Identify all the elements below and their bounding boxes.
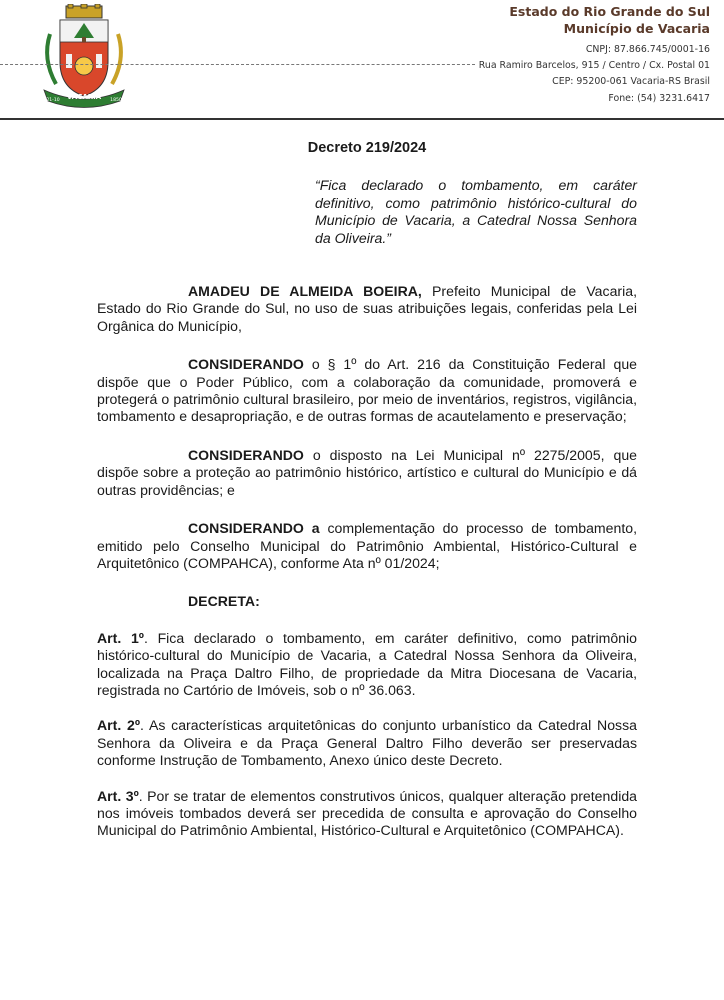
decreta-heading: DECRETA: (188, 593, 260, 610)
municipality-name: Município de Vacaria (563, 21, 710, 36)
decree-title: Decreto 219/2024 (307, 140, 427, 156)
header-rule (0, 118, 724, 120)
municipal-coat-of-arms (36, 4, 132, 108)
header-title (509, 3, 710, 37)
article-1-label: Art. 1º (97, 629, 144, 646)
crest-year-left: 21-10 (46, 98, 60, 103)
article-2 (97, 717, 637, 769)
crest-banner-text: VACARIA (66, 93, 102, 101)
article-2-text: . As características arquitetônicas do conjunto urbanístico da Catedral Nossa Senhora da Oliveira e da Praça General Daltro Filho deverão ser preservadas conforme Instrução de Tombamento, Anexo único deste Decreto. (97, 717, 637, 769)
article-1 (97, 630, 637, 700)
article-3-text: . Por se tratar de elementos construtivos únicos, qualquer alteração pretendida nos imóveis tombados deverá ser precedida de consulta e aprovação do Conselho Municipal do Patrimônio Ambiental, Histórico-Cultural e Arquitetônico (COMPAHCA). (97, 787, 637, 839)
decree-body (97, 140, 637, 858)
address-text: Rua Ramiro Barcelos, 915 / Centro / Cx. Postal 01 (478, 60, 710, 72)
cep-text: CEP: 95200-061 Vacaria-RS Brasil (552, 76, 710, 88)
article-1-text: . Fica declarado o tombamento, em caráter definitivo, como patrimônio histórico-cultural do Município de Vacaria, a Catedral Nossa Senhora da Oliveira, localizada na Praça Daltro Filho, de propriedade da Mitra Diocesana de Vacaria, registrada no Cartório de Imóveis, sob o nº 36.063. (97, 629, 637, 698)
considerando-label: CONSIDERANDO (188, 520, 304, 537)
crest-year-right: 1850 (110, 98, 122, 103)
header-contact (479, 42, 710, 107)
intro-text: Prefeito Municipal de Vacaria, Estado do Rio Grande do Sul, no uso de suas atribuições legais, conferidas pela Lei Orgânica do Município, (97, 283, 637, 334)
considerando-2-text: o disposto na Lei Municipal nº 2275/2005, que dispõe sobre a proteção ao patrimônio histórico, artístico e cultural do Município e dá outras providências; e (97, 446, 637, 498)
considerando-1 (97, 356, 637, 426)
considerando-1-text: o § 1º do Art. 216 da Constituição Federal que dispõe que o Poder Público, com a colaboração da comunidade, promoverá e protegerá o patrimônio cultural brasileiro, por meio de inventários, registros, vigilância, tombamento e desapropriação, e de outras formas de acautelamento e preservação; (97, 356, 637, 425)
phone-text: Fone: (54) 3231.6417 (608, 92, 710, 104)
state-name: Estado do Rio Grande do Sul (509, 4, 710, 19)
considerando-3-text: complementação do processo de tombamento, emitido pelo Conselho Municipal do Patrimônio Ambiental, Histórico-Cultural e Arquitetônico (COMPAHCA), conforme Ata nº 01/2024; (97, 520, 637, 571)
cnpj-text: CNPJ: 87.866.745/0001-16 (585, 44, 710, 55)
considerando-2 (97, 447, 637, 499)
considerando-3-a: a (311, 520, 320, 537)
considerando-label: CONSIDERANDO (188, 446, 304, 463)
article-3 (97, 788, 637, 840)
mayor-name: AMADEU DE ALMEIDA BOEIRA, (188, 283, 422, 300)
considerando-3 (97, 520, 637, 572)
article-3-label: Art. 3º (97, 787, 139, 804)
intro-paragraph (97, 283, 637, 335)
header-dashed-line (0, 64, 475, 65)
article-2-label: Art. 2º (97, 717, 141, 734)
considerando-label: CONSIDERANDO (188, 356, 304, 373)
decree-summary: “Fica declarado o tombamento, em caráter definitivo, como patrimônio histórico-cultural do Município de Vacaria, a Catedral Nossa Senhora da Oliveira.” (315, 177, 637, 246)
letterhead (0, 0, 724, 120)
